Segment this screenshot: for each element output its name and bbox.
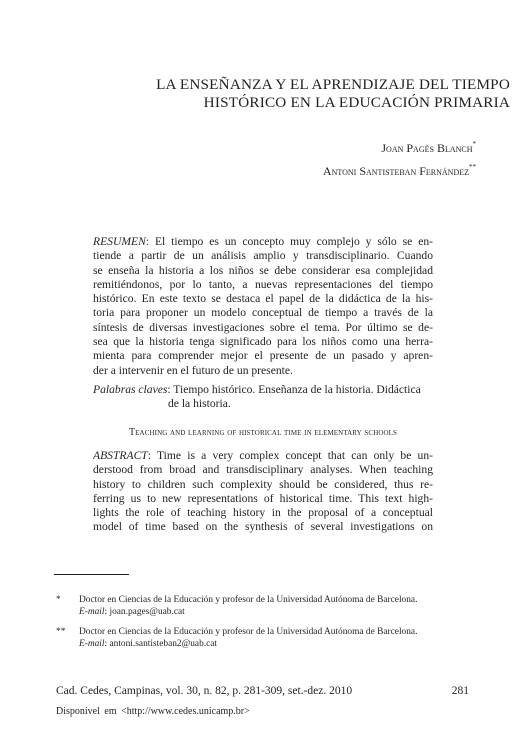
footnote-1-text: Doctor en Ciencias de la Educación y profesor de la Universidad Autónoma de Barcelona. — [79, 595, 418, 605]
abstract-line: derstood from broad and transdisciplinary analyses. When teaching — [93, 463, 433, 477]
resumen-line: tiende a partir de un análisis amplio y transdisciplinario. Cuando — [93, 249, 433, 263]
footnote-1-mark: * — [56, 595, 61, 605]
resumen-line: toria para proponer un modelo conceptual de tiempo a través de la — [93, 306, 433, 320]
journal-citation: Cad. Cedes, Campinas, vol. 30, n. 82, p. 281-309, set.-dez. 2010 — [56, 685, 353, 697]
resumen-line: RESUMEN: El tiempo es un concepto muy complejo y sólo se en- — [93, 235, 433, 248]
english-title: Teaching and learning of historical time in elementary schools — [128, 427, 398, 438]
resumen-line: sea que la historia tenga significado para los niños como una herra- — [93, 335, 433, 349]
page-number: 281 — [451, 685, 469, 697]
keywords-line: de la historia. — [168, 397, 231, 411]
footnote-1 — [56, 594, 476, 618]
title-line-2: HISTÓRICO EN LA EDUCACIÓN PRIMARIA — [203, 94, 510, 111]
footnote-2 — [56, 626, 476, 650]
author-1-name: Joan Pagès Blanch — [381, 141, 473, 155]
resumen-label: RESUMEN — [93, 235, 146, 248]
resumen-line: der a intervenir en el futuro de un presente. — [93, 363, 293, 377]
footnote-2-mark: ** — [56, 627, 66, 637]
keywords-label: Palabras claves — [93, 383, 168, 396]
title-line-1: LA ENSEÑANZA Y EL APRENDIZAJE DEL TIEMPO — [156, 76, 510, 93]
footnote-1-email-label: E-mail — [79, 607, 105, 618]
abstract-line: ABSTRACT: Time is a very complex concept that can only be un- — [93, 449, 433, 462]
author-1-mark: * — [472, 140, 476, 148]
resumen-line: se enseña la historia a los niños se debe considerar esa complejidad — [93, 263, 433, 277]
availability-note: Disponível em <http://www.cedes.unicamp.br> — [56, 706, 250, 717]
footnote-2-email-line — [79, 638, 476, 650]
resumen-paragraph — [93, 235, 433, 378]
footnote-2-email: : antoni.santisteban2@uab.cat — [104, 639, 218, 650]
abstract-line: model of time based on the synthesis of several investigations on — [93, 520, 433, 534]
page-title — [96, 76, 510, 112]
footnote-rule — [54, 574, 129, 575]
footnote-1-email-line — [79, 606, 476, 618]
footnote-2-email-label: E-mail — [79, 639, 105, 650]
author-1 — [381, 140, 476, 156]
keywords-line: Palabras claves: Tiempo histórico. Enseñanza de la historia. Didáctica — [93, 383, 421, 396]
author-2-name: Antoni Santisteban Fernández — [322, 164, 469, 178]
author-2-mark: ** — [469, 163, 476, 171]
resumen-line: síntesis de diversas investigaciones sobre el tema. Por último se de- — [93, 320, 433, 334]
abstract-line: history to children such complexity should be considered, thus re- — [93, 477, 433, 491]
resumen-line: mienta para comprender mejor el presente de un pasado y apren- — [93, 349, 433, 363]
footnote-2-text: Doctor en Ciencias de la Educación y profesor de la Universidad Autónoma de Barcelona. — [79, 627, 418, 637]
resumen-line: histórico. En este texto se destaca el papel de la didáctica de la his- — [93, 292, 433, 306]
abstract-line: lights the role of teaching history in the proposal of a conceptual — [93, 506, 433, 520]
resumen-line: remitiéndonos, por lo tanto, a nuevas representaciones del tiempo — [93, 277, 433, 291]
keywords — [93, 383, 433, 412]
abstract-paragraph — [93, 449, 433, 535]
author-2 — [323, 163, 476, 179]
abstract-line: ferring us to new representations of historical time. This text high- — [93, 491, 433, 505]
abstract-label: ABSTRACT — [93, 449, 148, 462]
footnote-1-email: : joan.pages@uab.cat — [104, 607, 185, 618]
